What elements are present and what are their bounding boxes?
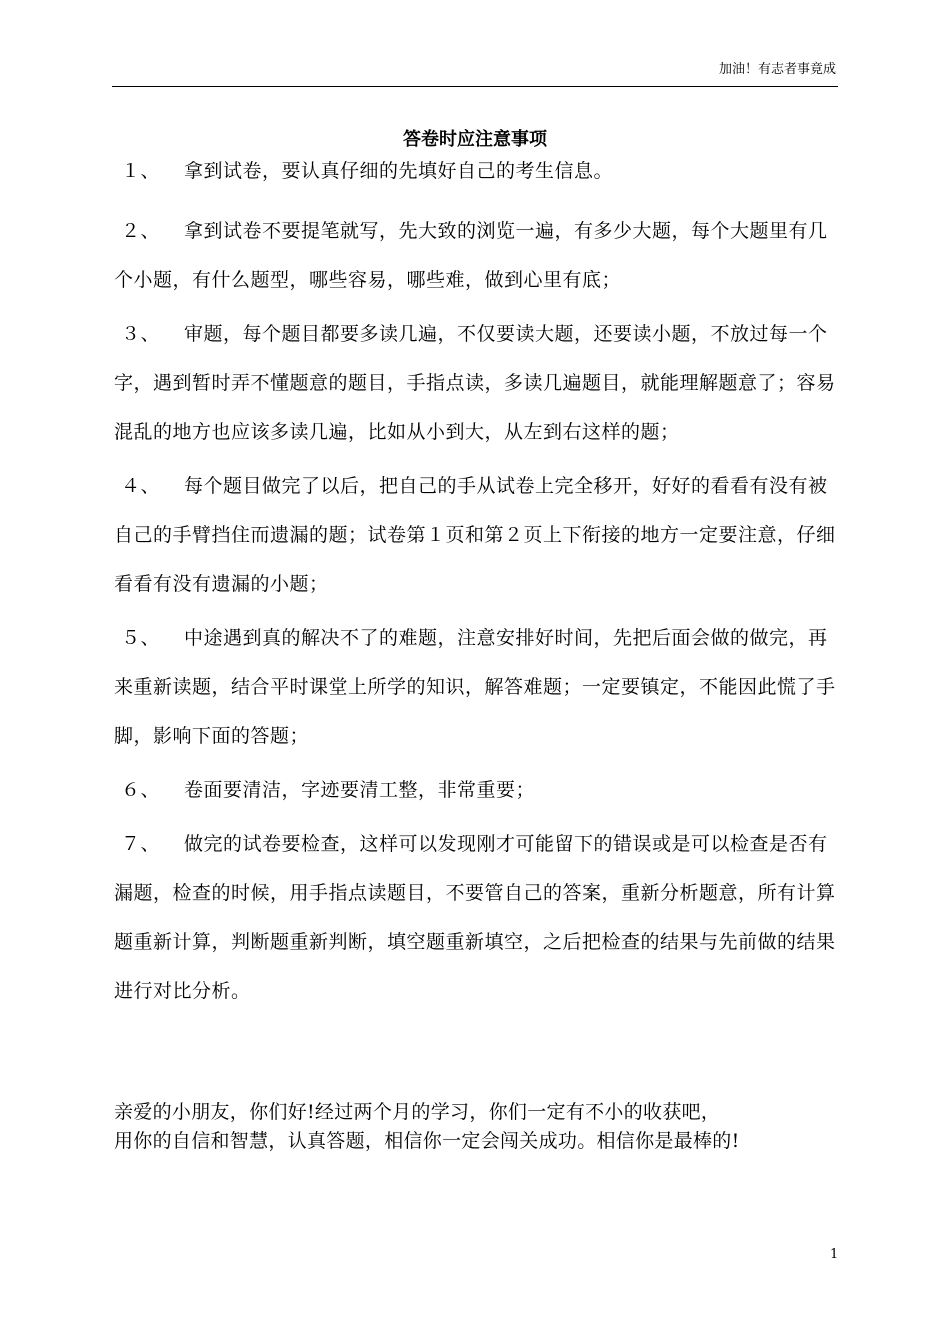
- item-number: ６、: [121, 779, 161, 801]
- item-number: ５、: [121, 627, 161, 649]
- closing-line-2: 用你的自信和智慧，认真答题，相信你一定会闯关成功。相信你是最棒的!: [114, 1130, 740, 1152]
- item-number: １、: [121, 160, 161, 182]
- item-text: 拿到试卷不要提笔就写，先大致的浏览一遍，有多少大题，每个大题里有几个小题，有什么题型，哪些容易，哪些难，做到心里有底；: [114, 220, 828, 291]
- list-item: [114, 310, 836, 457]
- item-number: ３、: [121, 323, 161, 345]
- item-text: 中途遇到真的解决不了的难题，注意安排好时间，先把后面会做的做完，再来重新读题，结合平时课堂上所学的知识，解答难题；一定要镇定，不能因此慌了手脚，影响下面的答题；: [114, 627, 836, 747]
- item-number: ２、: [121, 220, 161, 242]
- item-number: ７、: [121, 833, 161, 855]
- item-text: 审题，每个题目都要多读几遍，不仅要读大题，还要读小题，不放过每一个字，遇到暂时弄不懂题意的题目，手指点读，多读几遍题目，就能理解题意了；容易混乱的地方也应该多读几遍，比如从小到大，从左到右这样的题；: [114, 323, 836, 443]
- list-item: [114, 156, 836, 186]
- page-header-text: 加油！有志者事竟成: [718, 62, 836, 77]
- list-item: [114, 207, 836, 305]
- page-number: 1: [830, 1247, 839, 1262]
- item-number: ４、: [121, 475, 161, 497]
- list-item: [114, 462, 836, 609]
- document-title: 答卷时应注意事项: [403, 129, 547, 150]
- item-text: 每个题目做完了以后，把自己的手从试卷上完全移开，好好的看看有没有被自己的手臂挡住而遗漏的题；试卷第１页和第２页上下衔接的地方一定要注意，仔细看看有没有遗漏的小题；: [114, 475, 836, 595]
- instruction-list: [114, 156, 836, 1021]
- item-text: 做完的试卷要检查，这样可以发现刚才可能留下的错误或是可以检查是否有漏题，检查的时候，用手指点读题目，不要管自己的答案，重新分析题意，所有计算题重新计算，判断题重新判断，填空题重新填空，之后把检查的结果与先前做的结果进行对比分析。: [114, 833, 836, 1002]
- header-divider: [112, 86, 838, 87]
- item-text: 卷面要清洁，字迹要清工整，非常重要；: [184, 779, 536, 801]
- list-item: [114, 766, 836, 815]
- list-item: [114, 614, 836, 761]
- closing-message: [114, 1098, 844, 1156]
- closing-line-1: 亲爱的小朋友，你们好!经过两个月的学习，你们一定有不小的收获吧，: [114, 1101, 721, 1123]
- item-text: 拿到试卷，要认真仔细的先填好自己的考生信息。: [184, 160, 614, 182]
- list-item: [114, 820, 836, 1016]
